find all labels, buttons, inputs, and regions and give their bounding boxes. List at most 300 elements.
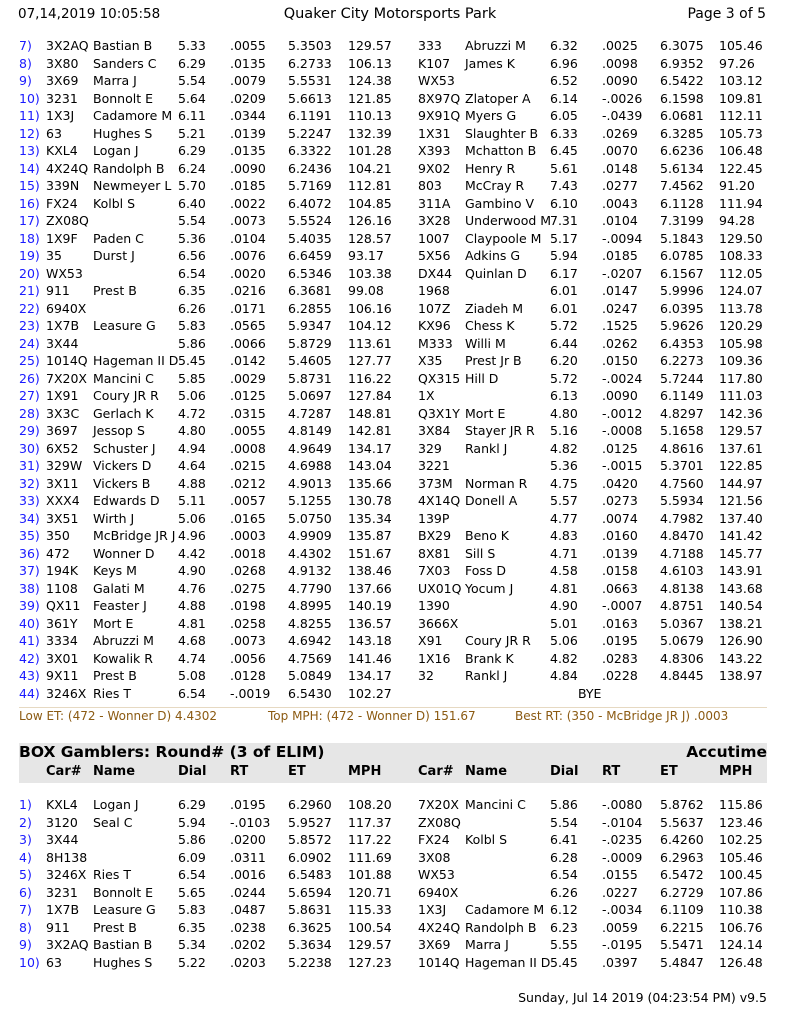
right-car: K107	[418, 55, 451, 71]
left-et: 5.4605	[288, 353, 332, 368]
right-et: 5.5637	[660, 814, 704, 830]
right-et: 6.0681	[660, 108, 704, 123]
left-et: 6.2855	[288, 300, 332, 316]
right-name: Slaughter B	[465, 125, 539, 141]
pair-number: 19)	[19, 248, 40, 263]
right-mph: 107.86	[719, 884, 763, 900]
pair-number: 38)	[19, 580, 40, 596]
right-dial: 6.17	[550, 265, 578, 281]
left-name: Edwards D	[93, 493, 160, 508]
right-dial: 6.01	[550, 283, 578, 298]
left-dial: 5.70	[178, 178, 206, 193]
pair-number: 11)	[19, 108, 40, 123]
right-mph: 140.54	[719, 598, 763, 613]
left-et: 5.2247	[288, 125, 332, 141]
right-et: 6.2963	[660, 849, 704, 865]
left-rt: .0209	[230, 90, 266, 106]
left-mph: 130.78	[348, 493, 392, 508]
pairing-row	[0, 650, 800, 668]
pair-number: 4)	[19, 849, 32, 865]
left-name: Prest B	[93, 919, 137, 935]
bye-label: BYE	[578, 685, 602, 701]
left-name: Bastian B	[93, 937, 153, 952]
left-et: 6.3322	[288, 143, 332, 158]
left-rt: .0142	[230, 353, 266, 368]
left-mph: 129.57	[348, 38, 392, 53]
left-mph: 136.57	[348, 615, 392, 631]
right-car: 1X31	[418, 125, 451, 141]
left-name: Ries T	[93, 867, 131, 882]
right-car: UX01Q	[418, 580, 462, 596]
right-car: ZX08Q	[418, 814, 461, 830]
left-name: Wonner D	[93, 545, 155, 561]
pair-number: 8)	[19, 919, 32, 935]
left-dial: 5.54	[178, 213, 206, 228]
left-name: Bonnolt E	[93, 90, 153, 106]
pairing-row	[0, 849, 800, 867]
left-mph: 106.13	[348, 55, 392, 71]
left-mph: 132.39	[348, 125, 392, 141]
right-mph: 143.68	[719, 580, 763, 596]
right-name: Hill D	[465, 370, 499, 386]
left-rt: .0128	[230, 668, 266, 683]
pairing-row	[0, 667, 800, 685]
left-rt: .0018	[230, 545, 266, 561]
left-name: Schuster J	[93, 440, 156, 456]
left-rt: .0135	[230, 55, 266, 71]
right-car: 3X28	[418, 213, 451, 228]
right-name: Zlatoper A	[465, 90, 531, 106]
left-name: Leasure G	[93, 902, 156, 917]
col-mph-right: MPH	[719, 764, 753, 779]
right-mph: 105.98	[719, 335, 763, 351]
pair-number: 10)	[19, 90, 40, 106]
left-car: 3X2AQ	[46, 38, 89, 53]
left-rt: .0258	[230, 615, 266, 631]
right-rt: .0228	[602, 668, 638, 683]
right-et: 6.4260	[660, 832, 704, 847]
right-rt: .0074	[602, 510, 638, 526]
left-rt: .0020	[230, 265, 266, 281]
right-dial: 6.13	[550, 388, 578, 403]
right-et: 6.2729	[660, 884, 704, 900]
pair-number: 13)	[19, 143, 40, 158]
left-mph: 129.57	[348, 937, 392, 952]
left-dial: 4.81	[178, 615, 206, 631]
left-rt: .0055	[230, 38, 266, 53]
left-et: 5.6594	[288, 884, 332, 900]
right-mph: 126.48	[719, 954, 763, 970]
left-et: 4.6988	[288, 458, 332, 473]
right-rt: -.0024	[602, 370, 643, 386]
col-dial-right: Dial	[550, 764, 579, 779]
right-car: WX53	[418, 867, 455, 882]
right-dial: 6.26	[550, 884, 578, 900]
right-dial: 5.72	[550, 370, 578, 386]
right-et: 4.8306	[660, 650, 704, 666]
pairing-row	[0, 527, 800, 545]
pairing-row	[0, 901, 800, 919]
left-dial: 4.80	[178, 423, 206, 438]
left-et: 6.5346	[288, 265, 332, 281]
col-rt-left: RT	[230, 764, 249, 779]
left-car: 350	[46, 528, 70, 543]
pairing-row	[0, 142, 800, 160]
right-car: 329	[418, 440, 442, 456]
left-name: Bastian B	[93, 38, 153, 53]
box-gamblers-header	[19, 743, 767, 783]
right-name: Cadamore M	[465, 902, 545, 917]
pair-number: 6)	[19, 884, 32, 900]
left-car: 3246X	[46, 685, 87, 701]
right-name: Hageman II D	[465, 954, 551, 970]
left-rt: .0198	[230, 598, 266, 613]
right-rt: -.0439	[602, 108, 643, 123]
right-rt: .0139	[602, 545, 638, 561]
left-name: Seal C	[93, 814, 133, 830]
right-rt: .0104	[602, 213, 638, 228]
right-dial: 6.14	[550, 90, 578, 106]
right-mph: 111.03	[719, 388, 763, 403]
right-dial: 5.36	[550, 458, 578, 473]
left-name: Prest B	[93, 668, 137, 683]
right-dial: 5.16	[550, 423, 578, 438]
summary-divider	[19, 707, 767, 708]
right-dial: 5.54	[550, 814, 578, 830]
left-dial: 4.88	[178, 475, 206, 491]
left-car: 63	[46, 125, 62, 141]
right-dial: 5.06	[550, 633, 578, 648]
right-car: 4X24Q	[418, 919, 461, 935]
right-dial: 6.45	[550, 143, 578, 158]
left-dial: 5.94	[178, 814, 206, 830]
right-mph: 142.36	[719, 405, 763, 421]
left-rt: .0185	[230, 178, 266, 193]
left-rt: .0275	[230, 580, 266, 596]
right-et: 6.0785	[660, 248, 704, 263]
left-car: 339N	[46, 178, 80, 193]
right-dial: 4.83	[550, 528, 578, 543]
pairing-row	[0, 510, 800, 528]
left-mph: 117.22	[348, 832, 392, 847]
left-dial: 6.54	[178, 867, 206, 882]
right-rt: .0247	[602, 300, 638, 316]
right-name: Donell A	[465, 493, 518, 508]
right-et: 5.0679	[660, 633, 704, 648]
left-mph: 151.67	[348, 545, 392, 561]
pair-number: 12)	[19, 125, 40, 141]
left-name: McBridge JR J	[93, 528, 176, 543]
left-et: 5.5531	[288, 73, 332, 88]
left-name: Sanders C	[93, 55, 157, 71]
left-et: 5.8729	[288, 335, 332, 351]
pairing-row	[0, 90, 800, 108]
right-rt: .0163	[602, 615, 638, 631]
right-name: Rankl J	[465, 668, 508, 683]
right-mph: 105.73	[719, 125, 763, 141]
left-dial: 6.40	[178, 195, 206, 211]
left-mph: 134.17	[348, 440, 392, 456]
right-car: 1X16	[418, 650, 451, 666]
pair-number: 33)	[19, 493, 40, 508]
right-dial: 6.28	[550, 849, 578, 865]
right-dial: 6.23	[550, 919, 578, 935]
left-car: 63	[46, 954, 62, 970]
right-rt: .0158	[602, 563, 638, 578]
col-name-left: Name	[93, 764, 136, 779]
left-mph: 128.57	[348, 230, 392, 246]
left-dial: 6.35	[178, 919, 206, 935]
left-dial: 6.29	[178, 143, 206, 158]
left-et: 4.4302	[288, 545, 332, 561]
left-rt: .0056	[230, 650, 266, 666]
right-rt: .0397	[602, 954, 638, 970]
left-name: Kolbl S	[93, 195, 136, 211]
left-mph: 106.16	[348, 300, 392, 316]
left-dial: 4.42	[178, 545, 206, 561]
right-et: 4.6103	[660, 563, 704, 578]
left-et: 5.9347	[288, 318, 332, 333]
right-mph: 111.94	[719, 195, 763, 211]
left-dial: 5.65	[178, 884, 206, 900]
right-et: 5.0367	[660, 615, 704, 631]
pair-number: 24)	[19, 335, 40, 351]
report-datetime: 07,14,2019 10:05:58	[18, 6, 161, 22]
left-car: FX24	[46, 195, 78, 211]
right-mph: 112.05	[719, 265, 763, 281]
round-title: BOX Gamblers: Round# (3 of ELIM)	[19, 743, 325, 761]
left-name: Logan J	[93, 143, 139, 158]
right-car: DX44	[418, 265, 453, 281]
left-rt: .0090	[230, 160, 266, 176]
left-et: 4.9132	[288, 563, 332, 578]
right-mph: 103.12	[719, 73, 763, 88]
right-car: 8X81	[418, 545, 451, 561]
right-car: 9X91Q	[418, 108, 461, 123]
right-rt: .0059	[602, 919, 638, 935]
left-car: 3334	[46, 633, 78, 648]
right-dial: 5.57	[550, 493, 578, 508]
col-car-left: Car#	[46, 764, 82, 779]
right-et: 5.7244	[660, 370, 704, 386]
right-et: 5.8762	[660, 797, 704, 812]
pairing-row	[0, 405, 800, 423]
pairing-row	[0, 936, 800, 954]
pair-number: 18)	[19, 230, 40, 246]
pairing-row	[0, 685, 800, 703]
right-mph: 113.78	[719, 300, 763, 316]
right-mph: 129.57	[719, 423, 763, 438]
left-car: 194K	[46, 563, 79, 578]
right-dial: 6.44	[550, 335, 578, 351]
left-et: 6.3625	[288, 919, 332, 935]
right-car: 311A	[418, 195, 451, 211]
right-et: 5.5471	[660, 937, 704, 952]
left-car: XXX4	[46, 493, 80, 508]
left-et: 5.8631	[288, 902, 332, 917]
right-mph: 102.25	[719, 832, 763, 847]
left-name: Hageman II D	[93, 353, 179, 368]
left-rt: .0079	[230, 73, 266, 88]
right-et: 4.8445	[660, 668, 704, 683]
right-mph: 123.46	[719, 814, 763, 830]
pairing-row	[0, 475, 800, 493]
left-et: 5.8572	[288, 832, 332, 847]
right-rt: -.0195	[602, 937, 643, 952]
left-et: 5.9527	[288, 814, 332, 830]
left-mph: 121.85	[348, 90, 392, 106]
right-name: Randolph B	[465, 919, 537, 935]
pairing-row	[0, 440, 800, 458]
pair-number: 34)	[19, 510, 40, 526]
right-name: James K	[465, 55, 515, 71]
pairing-row	[0, 796, 800, 814]
left-rt: .0003	[230, 528, 266, 543]
left-dial: 4.94	[178, 440, 206, 456]
left-name: Vickers D	[93, 458, 152, 473]
pair-number: 28)	[19, 405, 40, 421]
right-et: 5.1658	[660, 423, 704, 438]
left-rt: .0195	[230, 797, 266, 812]
left-dial: 6.11	[178, 108, 206, 123]
right-rt: .0277	[602, 178, 638, 193]
right-et: 6.3075	[660, 38, 704, 53]
left-mph: 143.04	[348, 458, 392, 473]
left-mph: 101.88	[348, 867, 392, 882]
left-car: 4X24Q	[46, 160, 89, 176]
right-car: 1390	[418, 598, 450, 613]
left-name: Mancini C	[93, 370, 154, 386]
summary-stats	[0, 709, 800, 725]
pairing-row	[0, 230, 800, 248]
left-car: 472	[46, 545, 70, 561]
left-dial: 5.33	[178, 38, 206, 53]
right-dial: 4.84	[550, 668, 578, 683]
left-et: 5.3634	[288, 937, 332, 952]
right-mph: 129.50	[719, 230, 763, 246]
left-dial: 4.88	[178, 598, 206, 613]
pairing-row	[0, 125, 800, 143]
right-et: 6.2273	[660, 353, 704, 368]
left-name: Ries T	[93, 685, 131, 701]
left-car: 3X3C	[46, 405, 80, 421]
left-name: Paden C	[93, 230, 144, 246]
left-mph: 116.22	[348, 370, 392, 386]
left-mph: 111.69	[348, 849, 392, 865]
right-name: Underwood M	[465, 213, 552, 228]
left-dial: 4.76	[178, 580, 206, 596]
left-rt: .0135	[230, 143, 266, 158]
right-name: Sill S	[465, 545, 496, 561]
right-car: X393	[418, 143, 451, 158]
right-mph: 94.28	[719, 213, 755, 228]
right-car: 7X03	[418, 563, 451, 578]
left-et: 4.8149	[288, 423, 332, 438]
right-dial: 4.58	[550, 563, 578, 578]
right-rt: .0185	[602, 248, 638, 263]
right-rt: .0273	[602, 493, 638, 508]
right-mph: 105.46	[719, 38, 763, 53]
right-name: Kolbl S	[465, 832, 508, 847]
left-et: 5.8731	[288, 370, 332, 386]
left-et: 4.8995	[288, 598, 332, 613]
left-dial: 4.96	[178, 528, 206, 543]
left-car: 8H138	[46, 849, 88, 865]
left-mph: 142.81	[348, 423, 392, 438]
pairing-row	[0, 580, 800, 598]
pairing-row	[0, 37, 800, 55]
left-name: Newmeyer L	[93, 178, 172, 193]
left-car: 6940X	[46, 300, 87, 316]
pair-number: 20)	[19, 265, 40, 281]
pair-number: 2)	[19, 814, 32, 830]
right-et: 6.1598	[660, 90, 704, 106]
left-et: 5.2238	[288, 954, 332, 970]
right-mph: 117.80	[719, 370, 763, 386]
right-dial: 6.52	[550, 73, 578, 88]
right-mph: 100.45	[719, 867, 763, 882]
right-name: Mancini C	[465, 797, 526, 812]
col-name-right: Name	[465, 764, 508, 779]
right-name: Quinlan D	[465, 265, 527, 281]
right-rt: -.0012	[602, 405, 643, 421]
left-dial: 5.08	[178, 668, 206, 683]
left-dial: 4.68	[178, 633, 206, 648]
right-et: 4.8751	[660, 598, 704, 613]
left-name: Cadamore M	[93, 108, 173, 123]
right-et: 6.5422	[660, 73, 704, 88]
col-rt-right: RT	[602, 764, 621, 779]
right-et: 4.8616	[660, 440, 704, 456]
right-et: 5.9626	[660, 318, 704, 333]
left-mph: 143.18	[348, 633, 392, 648]
right-et: 4.8297	[660, 405, 704, 421]
left-rt: .0216	[230, 283, 266, 298]
left-et: 4.7287	[288, 405, 332, 421]
right-name: Mchatton B	[465, 143, 537, 158]
right-rt: .0160	[602, 528, 638, 543]
right-et: 5.6134	[660, 160, 704, 176]
right-rt: .1525	[602, 318, 638, 333]
right-name: Claypoole M	[465, 230, 542, 246]
right-car: 139P	[418, 510, 450, 526]
left-dial: 5.06	[178, 388, 206, 403]
right-name: Ziadeh M	[465, 300, 524, 316]
right-mph: 141.42	[719, 528, 763, 543]
right-mph: 115.86	[719, 797, 763, 812]
right-dial: 4.80	[550, 405, 578, 421]
right-dial: 4.82	[550, 650, 578, 666]
right-et: 6.4353	[660, 335, 704, 351]
left-dial: 5.21	[178, 125, 206, 141]
left-car: 3231	[46, 90, 78, 106]
pairing-row	[0, 492, 800, 510]
left-car: KXL4	[46, 797, 78, 812]
left-car: 3X44	[46, 335, 79, 351]
left-mph: 135.34	[348, 510, 392, 526]
pairing-row	[0, 370, 800, 388]
right-mph: 122.85	[719, 458, 763, 473]
right-mph: 106.76	[719, 919, 763, 935]
left-dial: 5.83	[178, 318, 206, 333]
left-name: Vickers B	[93, 475, 151, 491]
right-car: KX96	[418, 318, 451, 333]
left-mph: 127.84	[348, 388, 392, 403]
left-name: Leasure G	[93, 318, 156, 333]
left-dial: 5.86	[178, 832, 206, 847]
right-name: Beno K	[465, 528, 510, 543]
left-dial: 4.74	[178, 650, 206, 666]
